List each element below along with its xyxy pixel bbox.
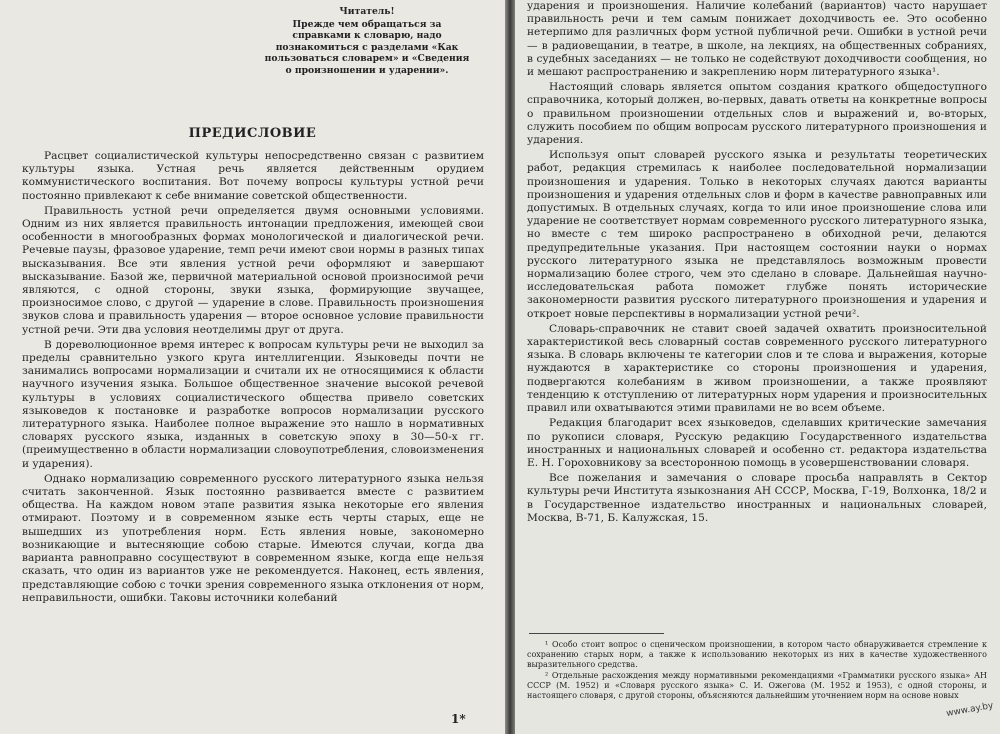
footnote: ² Отдельные расхождения между нормативными рекомендациями «Грамматики русского языка» АН СССР (М. 1952) и «Словаря русского языка» С. И. Ожегова (М. 1952 и 1953), с одной стороны, и настоящего словаря, с другой стороны, объясняются дальнейшим уточнением норм на основе новых — [527, 670, 987, 701]
footnotes — [527, 640, 987, 701]
notice-title: Читатель! — [339, 6, 395, 17]
paragraph: Однако нормализацию современного русского литературного языка нельзя считать законченной. Язык постоянно развивается вместе с развитием общества. На каждом новом этапе развития языка некоторые его явления отмирают. Поэтому и в современном языке есть черты старых, еще не вышедших из употребления норм. Есть явления новые, закономерно возникающие и вытесняющие собою старые. Имеются случаи, когда два варианта равноправно сосуществуют в современном языке, когда еще нельзя сказать, что один из вариантов уже не рекомендуется. Наконец, есть явления, представляющие собою с точки зрения современного языка отклонения от норм, неправильности, ошибки. Таковы источники колебаний — [22, 472, 484, 604]
footnote: ¹ Особо стоит вопрос о сценическом произношении, в котором часто обнаруживается стремление к сохранению старых норм, а также к использованию некоторых из них в качестве художественного выразительного средства. — [527, 640, 987, 670]
paragraph: Используя опыт словарей русского языка и результаты теоретических работ, редакция стремилась к наиболее последовательной нормализации произношения и ударения. Только в некоторых случаях даются варианты произношения и ударения отдельных слов и форм в качестве равноправных или допустимых. В отдельных случаях, когда то или иное произношение слова или ударение не соответствует нормам современного русского литературного языка, но вместе с тем широко распространено в обиходной речи, делаются предупредительные указания. При настоящем состоянии науки о нормах русского литературного языка не представлялось возможным провести нормализацию более строго, чем это сделано в словаре. Дальнейшая научно-исследовательская работа поможет глубже понять исторические закономерности развития русского литературного произношения и ударения и откроет новые перспективы в нормализации устной речи². — [527, 149, 987, 320]
paragraph: В дореволюционное время интерес к вопросам культуры речи не выходил за пределы сравнительно узкого круга интеллигенции. Языковеды почти не занимались вопросами нормализации и считали их не относящимися к области научного изучения языка. Большое общественное значение высокой речевой культуры в условиях социалистического общества привело советских языковедов к постановке и разработке вопросов нормализации русского литературного языка. Наиболее полное выражение это нашло в нормативных словарях русского языка, изданных в советскую эпоху в 30—50-х гг. (преимущественно в области нормализации словоупотребления, словоизменения и ударения). — [22, 338, 484, 470]
notice-text: Прежде чем обращаться за справками к словарю, надо познакомиться с разделами «Как пользоваться словарем» и «Сведения о произношении и ударении». — [264, 18, 470, 76]
reader-notice — [262, 6, 472, 77]
paragraph: ударения и произношения. Наличие колебаний (вариантов) часто нарушает правильность речи и тем самым понижает доходчивость ее. Это особенно нетерпимо для различных форм устной публичной речи. Ошибки в устной речи — в радиовещании, в театре, в школе, на лекциях, на общественных собраниях, в судебных заседаниях — не только не содействуют доходчивости сообщения, но и мешают распространению и закреплению норм литературного языка¹. — [527, 0, 987, 79]
paragraph: Редакция благодарит всех языковедов, сделавших критические замечания по рукописи словаря, Русскую редакцию Государственного издательства иностранных и национальных словарей и особенно ст. редактора издательства Е. Н. Гороховникову за всесторонною помощь в усовершенствовании словаря. — [527, 417, 987, 469]
book-gutter — [505, 0, 515, 734]
paragraph: Правильность устной речи определяется двумя основными условиями. Одним из них является правильность интонации предложения, имеющей свои особенности в многообразных формах монологической и диалогической речи. Речевые паузы, фразовое ударение, темп речи имеют свои нормы в разных типах высказывания. Все эти явления устной речи оформляют и завершают высказывание. Базой же, первичной материальной основой произносимой речи являются, с одной стороны, звуки языка, формирующие звучащее, произносимое слово, с другой — ударение в слове. Правильность произношения звуков слова и правильность ударения — второе основное условие правильности устной речи. Эти два условия неотделимы друг от друга. — [22, 204, 484, 336]
paragraph: Расцвет социалистической культуры непосредственно связан с развитием культуры языка. Устная речь является действенным орудием коммунистического воспитания. Вот почему вопросы культуры устной речи постоянно привлекают к себе внимание советской общественности. — [22, 150, 484, 202]
paragraph: Словарь-справочник не ставит своей задачей охватить произносительной характеристикой весь словарный состав современного русского литературного языка. В словарь включены те категории слов и те слова и выражения, которые нуждаются в характеристике со стороны произношения и ударения, подвергаются колебаниям в живом произношении, а также проявляют тенденцию к отступлению от литературных норм ударения и произносительных правил или охватываются этими правилами не во всем объеме. — [527, 322, 987, 415]
watermark-text: www.ay.by — [945, 700, 995, 720]
paragraph: Настоящий словарь является опытом создания краткого общедоступного справочника, который должен, во-первых, давать ответы на конкретные вопросы о правильном произношении отдельных слов и выражений и, во-вторых, служить пособием по общим вопросам русского литературного произношения и ударения. — [527, 81, 987, 147]
footnote-divider — [529, 633, 664, 634]
right-page — [515, 0, 1000, 734]
paragraph: Все пожелания и замечания о словаре просьба направлять в Сектор культуры речи Института языкознания АН СССР, Москва, Г-19, Волхонка, 18/2 и в Государственное издательство иностранных и национальных словарей, Москва, В-71, Б. Калужская, 15. — [527, 472, 987, 524]
right-body-text — [527, 0, 987, 527]
left-body-text — [22, 150, 484, 607]
preface-heading: ПРЕДИСЛОВИЕ — [188, 126, 317, 141]
page-number: 1* — [451, 712, 466, 726]
